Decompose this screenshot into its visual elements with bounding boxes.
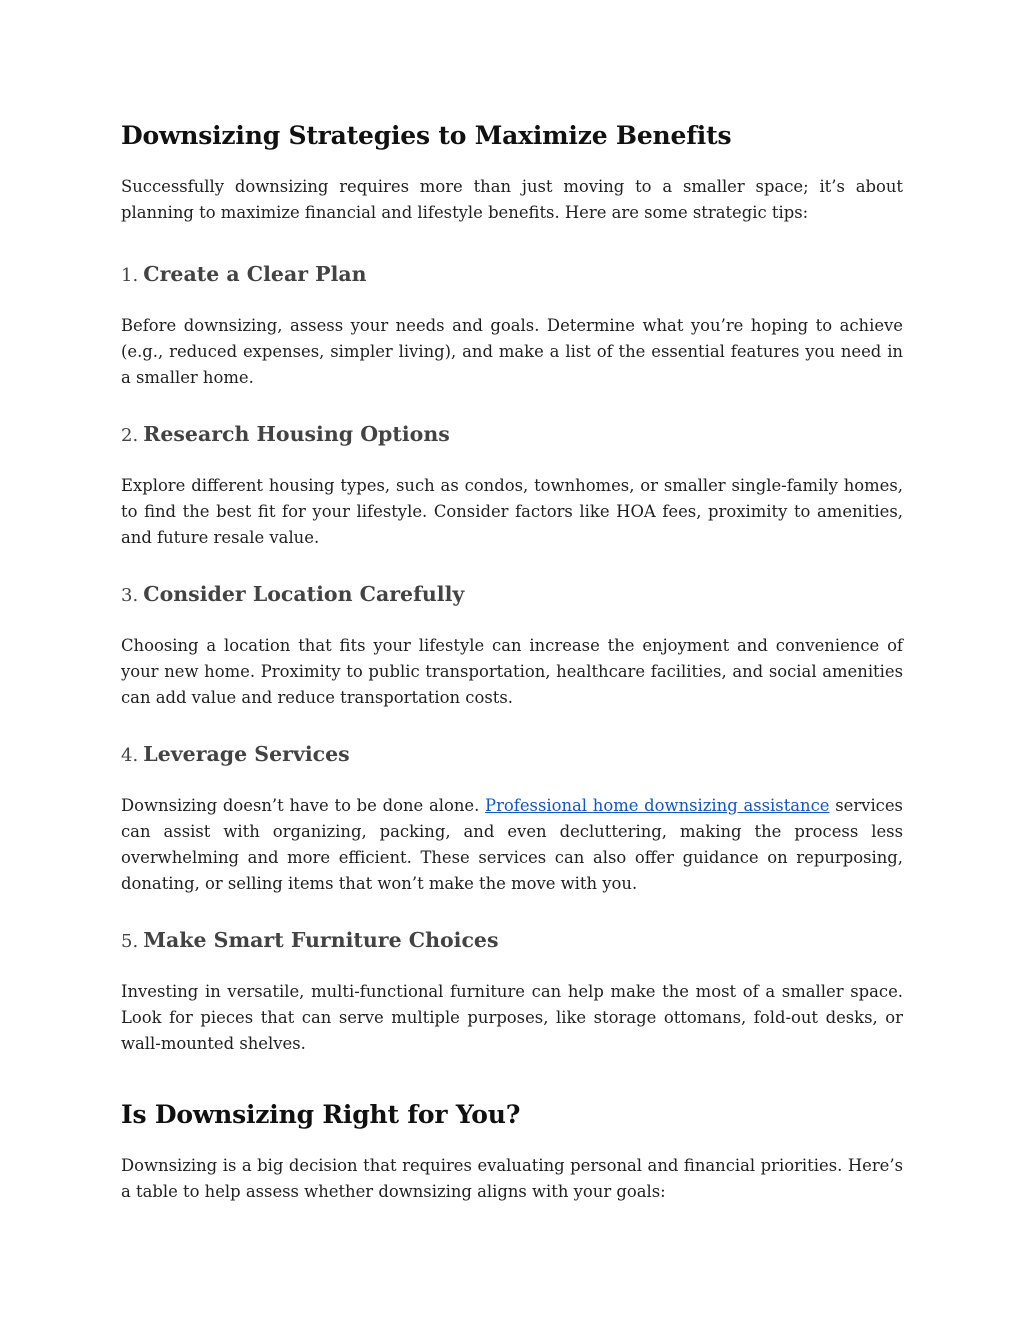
section-number: 3. (121, 585, 139, 606)
section-heading-2 (121, 417, 903, 453)
section-title: Consider Location Carefully (143, 582, 465, 606)
section-heading-5 (121, 923, 903, 959)
section-number: 5. (121, 931, 139, 952)
section-number: 2. (121, 425, 139, 446)
intro-paragraph: Successfully downsizing requires more than just moving to a smaller space; it’s about planning to maximize financial and lifestyle benefits. Here are some strategic tips: (121, 177, 903, 222)
section-heading-4 (121, 737, 903, 773)
section-body-5: Investing in versatile, multi-functional furniture can help make the most of a smaller space. Look for pieces that can serve multiple purposes, like storage ottomans, fold-out desks, or wall-mounted shelves. (121, 982, 903, 1053)
section-heading-3 (121, 577, 903, 613)
section-heading-1 (121, 257, 903, 293)
section-body-1: Before downsizing, assess your needs and goals. Determine what you’re hoping to achieve (e.g., reduced expenses, simpler living), and make a list of the essential features you need in a smaller home. (121, 316, 903, 387)
section-heading-downsizing-right: Is Downsizing Right for You? (121, 1100, 521, 1129)
section-body-rest: services can assist with organizing, packing, and even decluttering, making the process less overwhelming and more efficient. These services can also offer guidance on repurposing, donating, or selling items that won’t make the move with you. (121, 796, 903, 893)
section-body-3: Choosing a location that fits your lifestyle can increase the enjoyment and convenience of your new home. Proximity to public transportation, healthcare facilities, and social amenities can add value and reduce transportation costs. (121, 636, 903, 707)
section-number: 4. (121, 745, 139, 766)
closing-paragraph: Downsizing is a big decision that requires evaluating personal and financial priorities. Here’s a table to help assess whether downsizing aligns with your goals: (121, 1156, 903, 1201)
section-body-2: Explore different housing types, such as condos, townhomes, or smaller single-family homes, to find the best fit for your lifestyle. Consider factors like HOA fees, proximity to amenities, and future resale value. (121, 476, 903, 547)
section-title: Research Housing Options (143, 422, 450, 446)
section-title: Create a Clear Plan (143, 262, 367, 286)
document-page (121, 118, 903, 1205)
page-title: Downsizing Strategies to Maximize Benefits (121, 121, 732, 150)
downsizing-assistance-link[interactable]: Professional home downsizing assistance (485, 796, 830, 815)
section-body-lead: Downsizing doesn’t have to be done alone. (121, 796, 480, 815)
section-body-4 (121, 793, 903, 897)
section-title: Leverage Services (143, 742, 350, 766)
section-title: Make Smart Furniture Choices (143, 928, 499, 952)
section-number: 1. (121, 265, 139, 286)
